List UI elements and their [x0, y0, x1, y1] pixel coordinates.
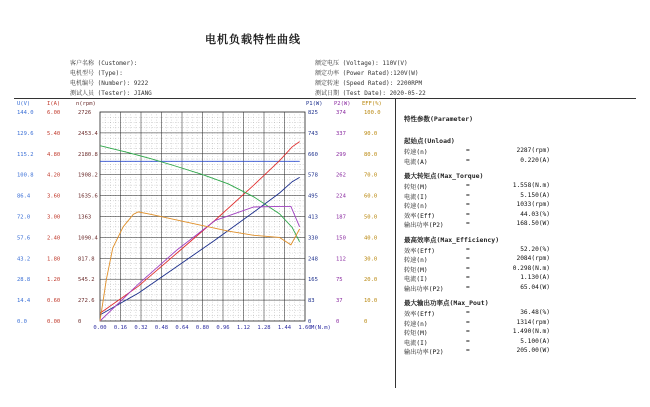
- y2-tick-label-p1w: 0: [308, 319, 312, 325]
- param-label: 电流(I): [404, 276, 428, 283]
- param-equals: =: [466, 274, 470, 281]
- param-label: 效率(Eff): [404, 212, 436, 220]
- x-tick-label: 1.60: [298, 325, 312, 331]
- param-label: 电流(I): [404, 193, 428, 201]
- param-equals: =: [466, 264, 470, 272]
- param-equals: =: [466, 147, 470, 154]
- y-tick-label-ia: 1.20: [47, 277, 61, 284]
- param-equals: =: [466, 328, 470, 335]
- y-tick-label-ia: 4.20: [47, 172, 61, 179]
- param-value: 1.490(N.m): [512, 328, 550, 335]
- param-value: 5.150(A): [520, 191, 550, 199]
- customer-field: 客户名称 (Customer):: [70, 60, 138, 67]
- y2-tick-label-eff: 20.0: [364, 277, 378, 284]
- y-tick-label-ia: 0.00: [47, 319, 61, 325]
- param-equals: =: [466, 337, 470, 345]
- param-label: 电流(A): [404, 158, 428, 166]
- date-field: 测试日期 (Test Date): 2020-05-22: [315, 90, 426, 97]
- param-value: 65.04(W): [520, 283, 550, 291]
- param-value: 44.03(%): [520, 210, 550, 218]
- axis-head-efficiency: EFF(%): [362, 101, 382, 107]
- axis-head-voltage: U(V): [17, 101, 31, 107]
- param-label: 电流(I): [404, 339, 428, 347]
- param-value: 2287(rpm): [516, 147, 550, 154]
- params-heading: 特性参数(Parameter): [404, 115, 474, 123]
- param-value: 1033(rpm): [516, 201, 550, 208]
- y-tick-label-ia: 5.40: [47, 130, 61, 137]
- param-equals: =: [466, 191, 470, 199]
- param-equals: =: [466, 201, 470, 208]
- param-value: 1314(rpm): [516, 318, 550, 326]
- y-tick-label-nrpm: 2726: [78, 110, 92, 116]
- param-equals: =: [466, 210, 470, 218]
- y-tick-label-nrpm: 545.2: [78, 277, 95, 284]
- param-equals: =: [466, 283, 470, 291]
- param-section-title: 起始点(Unload): [404, 137, 455, 145]
- param-section-title: 最大输出功率点(Max_Pout): [404, 299, 489, 307]
- y2-tick-label-p2w: 187: [336, 214, 346, 221]
- param-value: 168.50(W): [516, 220, 550, 227]
- y-tick-label-uv: 28.8: [17, 277, 31, 284]
- axis-head-speed: n(rpm): [76, 101, 96, 107]
- y2-tick-label-p2w: 75: [336, 277, 343, 284]
- y-tick-label-ia: 6.00: [47, 110, 61, 116]
- param-label: 效率(Eff): [404, 247, 436, 255]
- param-equals: =: [466, 318, 470, 326]
- y-tick-label-uv: 57.6: [17, 235, 31, 242]
- y-tick-label-uv: 144.0: [17, 110, 34, 116]
- param-value: 36.48(%): [520, 309, 550, 316]
- x-tick-label: 0.00: [93, 325, 107, 331]
- param-label: 转速(n): [404, 203, 428, 210]
- y2-tick-label-p1w: 825: [308, 110, 318, 116]
- y2-tick-label-p1w: 83: [308, 298, 315, 305]
- x-tick-label: 1.12: [236, 325, 251, 331]
- param-section-title: 最大转矩点(Max_Torque): [404, 172, 484, 180]
- x-tick-label: 0.32: [134, 325, 148, 331]
- y2-tick-label-p1w: 495: [308, 193, 318, 200]
- y-tick-label-nrpm: 1635.6: [78, 193, 98, 200]
- y2-tick-label-p1w: 578: [308, 172, 318, 179]
- y2-tick-label-p1w: 330: [308, 235, 318, 242]
- y-tick-label-uv: 100.8: [17, 172, 34, 179]
- x-tick-label: 1.44: [277, 325, 292, 331]
- y2-tick-label-p1w: 413: [308, 214, 318, 221]
- param-value: 52.20(%): [520, 245, 550, 253]
- param-label: 效率(Eff): [404, 311, 436, 318]
- y-tick-label-uv: 115.2: [17, 151, 34, 158]
- number-field: 电机编号 (Number): 9222: [70, 80, 149, 87]
- param-value: 1.130(A): [520, 274, 550, 281]
- y-tick-label-ia: 3.60: [47, 193, 61, 200]
- axis-head-input-power: P1(W): [306, 101, 323, 107]
- param-label: 转速(n): [404, 149, 428, 156]
- param-value: 0.220(A): [520, 156, 550, 164]
- x-tick-label: 0.80: [195, 325, 210, 331]
- y2-tick-label-p2w: 150: [336, 235, 346, 242]
- y2-tick-label-eff: 50.0: [364, 214, 378, 221]
- param-label: 输出功率(P2): [404, 285, 444, 293]
- y-tick-label-ia: 0.60: [47, 298, 61, 305]
- y-tick-label-nrpm: 0: [78, 319, 82, 325]
- y2-tick-label-eff: 40.0: [364, 235, 378, 242]
- axis-head-output-power: P2(W): [334, 101, 351, 107]
- param-section-title: 最高效率点(Max_Efficiency): [404, 235, 500, 244]
- y2-tick-label-eff: 0: [364, 319, 368, 325]
- y2-tick-label-eff: 70.0: [364, 172, 378, 179]
- y-tick-label-ia: 2.40: [47, 235, 61, 242]
- y2-tick-label-p2w: 0: [336, 319, 340, 325]
- x-tick-label: 0.48: [154, 325, 169, 331]
- param-value: 0.298(N.m): [512, 264, 550, 272]
- x-tick-label: 0.64: [175, 325, 189, 331]
- y2-tick-label-p2w: 374: [336, 110, 346, 116]
- y2-tick-label-p1w: 660: [308, 151, 318, 158]
- y2-tick-label-p2w: 299: [336, 151, 346, 158]
- y-tick-label-nrpm: 272.6: [78, 298, 95, 305]
- param-label: 输出功率(P2): [404, 349, 444, 356]
- param-label: 转矩(M): [404, 266, 428, 274]
- power-field: 额定功率 (Power Rated):120V(W): [315, 70, 419, 77]
- y-tick-label-ia: 3.00: [47, 214, 61, 221]
- x-axis-label: M(N.m): [311, 325, 331, 331]
- x-tick-label: 0.96: [216, 325, 230, 331]
- y-tick-label-nrpm: 1908.2: [78, 172, 98, 179]
- y2-tick-label-eff: 100.0: [364, 110, 381, 116]
- y-tick-label-nrpm: 2453.4: [78, 130, 98, 137]
- param-value: 1.558(N.m): [512, 182, 550, 189]
- param-value: 5.100(A): [520, 337, 550, 345]
- y-tick-label-uv: 86.4: [17, 193, 31, 200]
- y-tick-label-uv: 129.6: [17, 130, 34, 137]
- param-label: 转速(n): [404, 257, 428, 264]
- y2-tick-label-p1w: 248: [308, 256, 318, 263]
- axis-head-current: I(A): [47, 101, 61, 107]
- param-equals: =: [466, 309, 470, 316]
- y-tick-label-nrpm: 817.8: [78, 256, 95, 263]
- y-tick-label-uv: 72.0: [17, 214, 31, 221]
- y2-tick-label-eff: 30.0: [364, 256, 378, 263]
- y2-tick-label-p2w: 37: [336, 298, 343, 305]
- tester-field: 测试人员 (Tester): JIANG: [70, 90, 152, 97]
- y-tick-label-nrpm: 1363: [78, 214, 92, 221]
- param-equals: =: [466, 245, 470, 253]
- y2-tick-label-eff: 10.0: [364, 298, 378, 305]
- y2-tick-label-eff: 90.0: [364, 130, 378, 137]
- y-tick-label-uv: 0.0: [17, 319, 27, 325]
- param-value: 2084(rpm): [516, 255, 550, 262]
- y2-tick-label-eff: 80.0: [364, 151, 378, 158]
- type-field: 电机型号 (Type):: [70, 70, 123, 77]
- param-label: 转速(n): [404, 320, 428, 328]
- y2-tick-label-p2w: 262: [336, 172, 346, 179]
- param-equals: =: [466, 156, 470, 164]
- y-tick-label-uv: 43.2: [17, 256, 31, 263]
- y2-tick-label-p1w: 165: [308, 277, 318, 284]
- y2-tick-label-p2w: 112: [336, 256, 346, 263]
- param-equals: =: [466, 220, 470, 227]
- page-title: 电机负载特性曲线: [205, 33, 301, 46]
- y-tick-label-uv: 14.4: [17, 298, 31, 305]
- y-tick-label-ia: 4.80: [47, 151, 61, 158]
- x-tick-label: 0.16: [113, 325, 128, 331]
- param-equals: =: [466, 347, 470, 354]
- y-tick-label-nrpm: 1090.4: [78, 235, 98, 242]
- param-label: 输出功率(P2): [404, 222, 444, 229]
- speed-field: 额定转速 (Speed Rated): 2200RPM: [315, 80, 423, 87]
- param-equals: =: [466, 255, 470, 262]
- voltage-field: 额定电压 (Voltage): 110V(V): [315, 60, 408, 67]
- y2-tick-label-p1w: 743: [308, 130, 318, 137]
- y2-tick-label-p2w: 224: [336, 193, 346, 200]
- param-label: 转矩(M): [404, 330, 428, 337]
- y2-tick-label-p2w: 337: [336, 130, 346, 137]
- param-equals: =: [466, 182, 470, 189]
- y-tick-label-ia: 1.80: [47, 256, 61, 263]
- y-tick-label-nrpm: 2180.8: [78, 151, 98, 158]
- x-tick-label: 1.28: [257, 325, 271, 331]
- y2-tick-label-eff: 60.0: [364, 193, 378, 200]
- param-label: 转矩(M): [404, 184, 428, 191]
- param-value: 205.00(W): [516, 347, 550, 354]
